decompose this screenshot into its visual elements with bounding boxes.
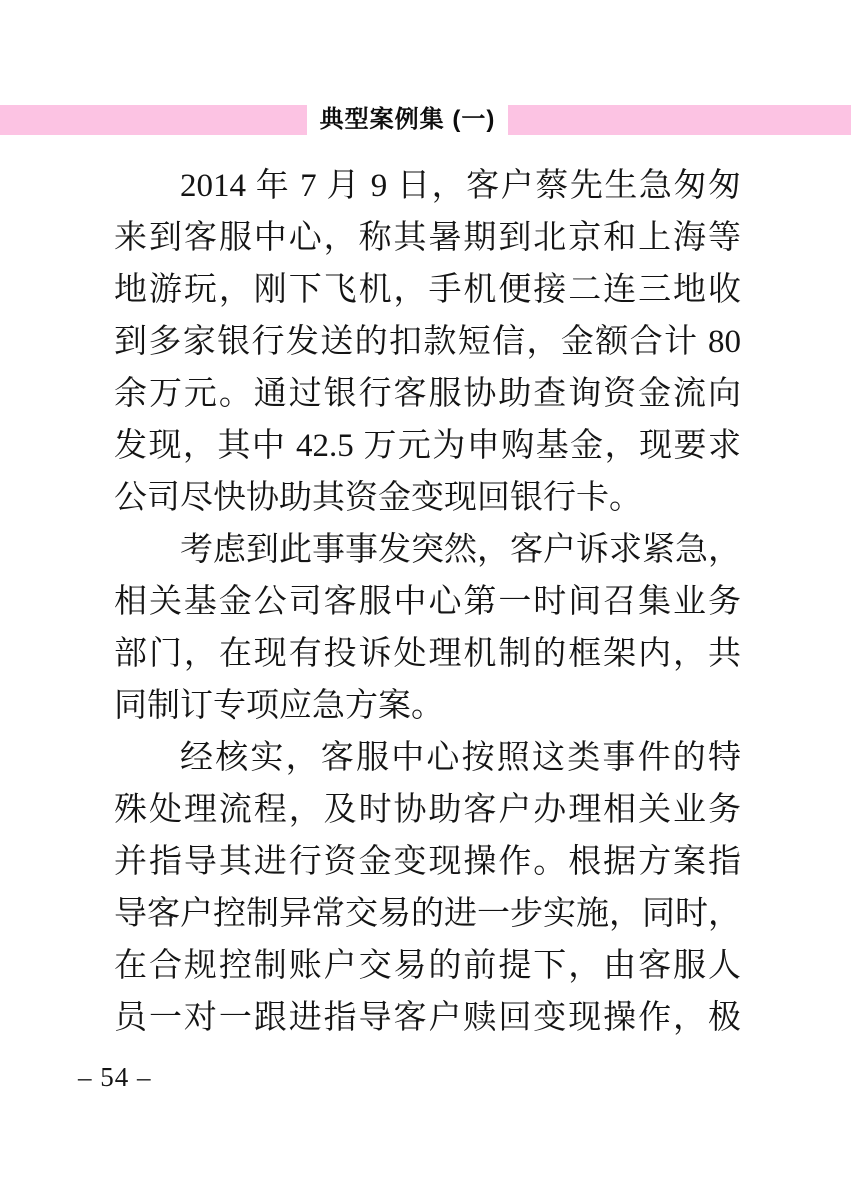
text-line: 导客户控制异常交易的进一步实施，同时，	[114, 896, 741, 932]
text-line: 来到客服中心，称其暑期到北京和上海等	[114, 220, 741, 256]
text-line: 2014 年 7 月 9 日，客户蔡先生急匆匆	[180, 168, 741, 204]
page-number: – 54 –	[78, 1062, 152, 1092]
header-rule-left	[0, 105, 307, 135]
text-line: 相关基金公司客服中心第一时间召集业务	[114, 584, 741, 620]
text-line: 在合规控制账户交易的前提下，由客服人	[114, 948, 741, 984]
text-line: 殊处理流程，及时协助客户办理相关业务	[114, 792, 741, 828]
text-line: 考虑到此事事发突然，客户诉求紧急，	[180, 532, 741, 568]
text-line: 地游玩，刚下飞机，手机便接二连三地收	[114, 272, 741, 308]
text-line: 部门，在现有投诉处理机制的框架内，共	[114, 636, 741, 672]
text-line: 余万元。通过银行客服协助查询资金流向	[114, 376, 741, 412]
text-line: 经核实，客服中心按照这类事件的特	[180, 740, 741, 776]
text-line: 并指导其进行资金变现操作。根据方案指	[114, 844, 741, 880]
text-line: 员一对一跟进指导客户赎回变现操作，极	[114, 1000, 741, 1036]
text-line: 同制订专项应急方案。	[114, 688, 444, 724]
body-text-block	[114, 160, 741, 1044]
text-line: 到多家银行发送的扣款短信，金额合计 80	[114, 324, 741, 360]
page-header-title: 典型案例集 (一)	[319, 106, 496, 133]
text-line: 发现，其中 42.5 万元为申购基金，现要求	[114, 428, 741, 464]
header-rule-right	[508, 105, 851, 135]
text-line: 公司尽快协助其资金变现回银行卡。	[114, 480, 642, 516]
running-head	[0, 105, 851, 135]
